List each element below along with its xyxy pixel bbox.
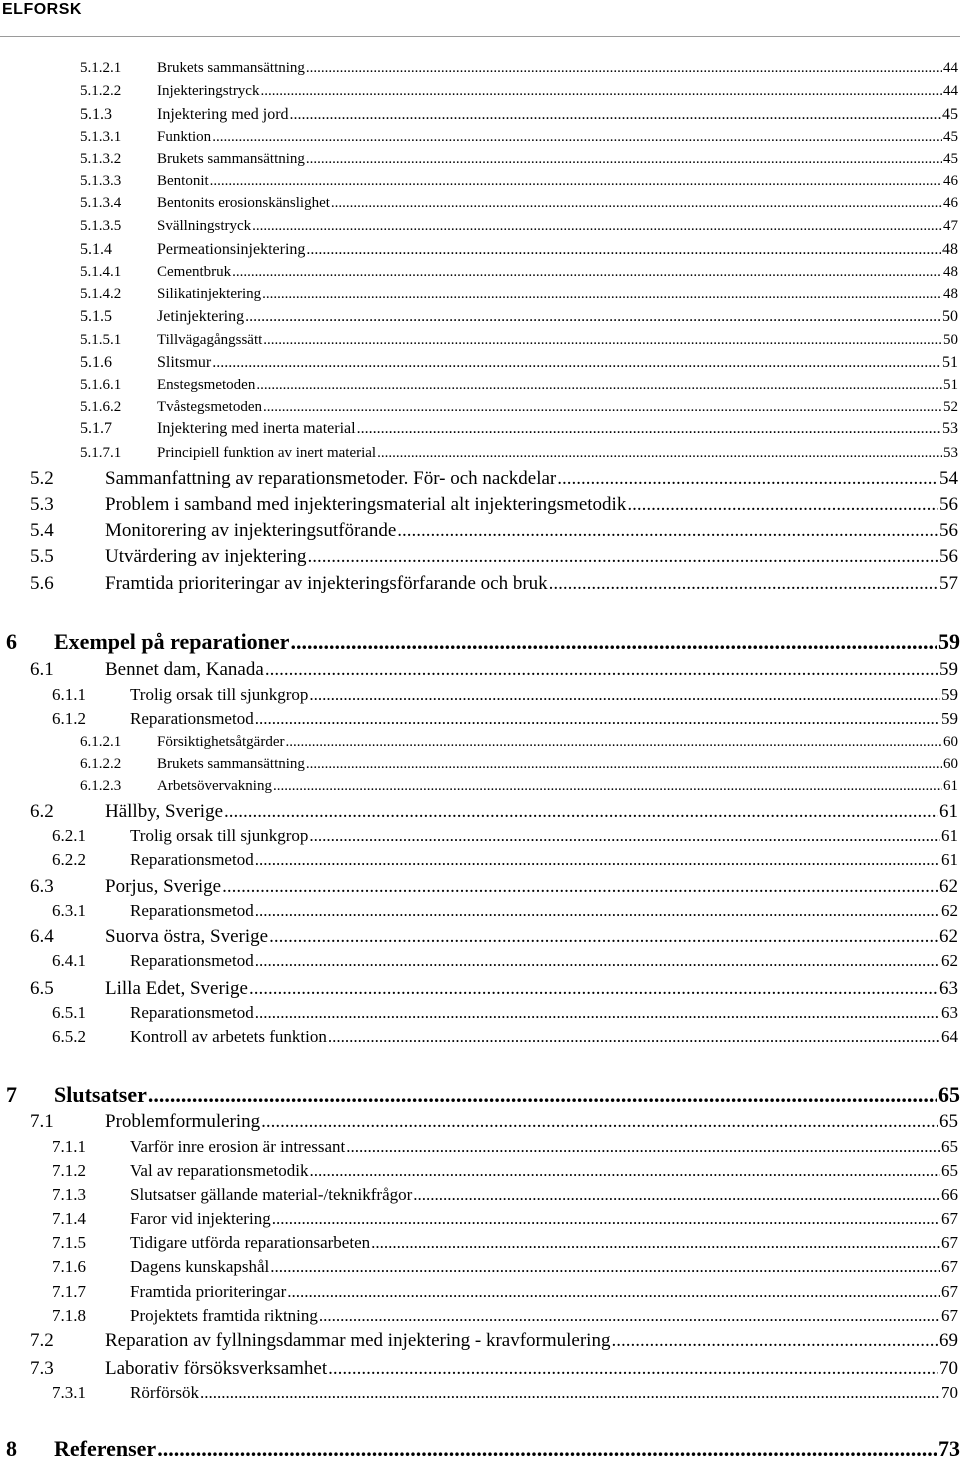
- toc-entry-number: 7.3: [30, 1358, 54, 1379]
- toc-entry[interactable]: [80, 377, 958, 394]
- dot-leader: [287, 1282, 940, 1302]
- toc-entry-page: 62: [941, 901, 958, 920]
- toc-entry-page: 50: [942, 308, 958, 325]
- toc-entry-number: 5.1.3.3: [80, 173, 122, 189]
- toc-entry-title: Injektering med jord: [157, 106, 289, 123]
- dot-leader: [371, 1233, 940, 1253]
- toc-entry-number: 7.1.3: [52, 1185, 86, 1204]
- toc-entry-title: Försiktighetsåtgärder: [157, 734, 285, 750]
- dot-leader: [309, 1161, 940, 1181]
- dot-leader: [157, 1436, 937, 1462]
- toc-entry-page: 61: [939, 801, 958, 822]
- toc-entry-title: Enstegsmetoden: [157, 377, 256, 393]
- toc-entry[interactable]: [52, 1161, 958, 1181]
- toc-entry[interactable]: [30, 573, 958, 595]
- toc-entry-number: 5.1.2.1: [80, 60, 122, 76]
- toc-entry-title: Utvärdering av injektering: [105, 546, 307, 567]
- toc-entry-title: Arbetsövervakning: [157, 778, 272, 794]
- toc-entry-page: 67: [941, 1306, 958, 1325]
- toc-entry-number: 6.2.1: [52, 826, 86, 845]
- dot-leader: [308, 546, 938, 568]
- dot-leader: [255, 850, 940, 870]
- toc-entry[interactable]: [80, 308, 958, 326]
- toc-entry[interactable]: [52, 826, 958, 846]
- toc-entry-title: Brukets sammansättning: [157, 151, 305, 167]
- dot-leader: [222, 876, 938, 898]
- toc-entry-page: 62: [939, 876, 958, 897]
- toc-entry[interactable]: [30, 926, 958, 948]
- dot-leader: [290, 106, 941, 124]
- toc-entry-number: 6.2.2: [52, 850, 86, 869]
- toc-entry-number: 8: [6, 1436, 17, 1461]
- toc-entry[interactable]: [6, 1436, 960, 1462]
- toc-entry[interactable]: [80, 332, 958, 349]
- dot-leader: [611, 1330, 938, 1352]
- toc-entry-title: Brukets sammansättning: [157, 60, 305, 76]
- toc-entry-page: 54: [939, 468, 958, 489]
- dot-leader: [269, 926, 938, 948]
- toc-entry[interactable]: [30, 1358, 958, 1380]
- dot-leader: [319, 1306, 940, 1326]
- toc-entry-title: Rörförsök: [130, 1383, 199, 1402]
- toc-entry[interactable]: [52, 709, 958, 729]
- toc-entry-page: 67: [941, 1282, 958, 1301]
- toc-entry[interactable]: [30, 876, 958, 898]
- toc-entry-number: 5.3: [30, 494, 54, 515]
- toc-entry-page: 45: [943, 129, 958, 145]
- toc-entry-title: Bentonit: [157, 173, 209, 189]
- toc-entry-page: 52: [943, 399, 958, 415]
- toc-entry-number: 7.1.7: [52, 1282, 86, 1301]
- toc-entry[interactable]: [80, 106, 958, 124]
- dot-leader: [255, 951, 940, 971]
- toc-entry-number: 7.1.8: [52, 1306, 86, 1325]
- toc-entry-page: 51: [943, 377, 958, 393]
- toc-entry-title: Funktion: [157, 129, 212, 145]
- toc-entry-number: 6.3.1: [52, 901, 86, 920]
- dot-leader: [377, 445, 942, 462]
- toc-entry-page: 61: [941, 826, 958, 845]
- toc-entry[interactable]: [80, 60, 958, 77]
- toc-entry[interactable]: [52, 1233, 958, 1253]
- toc-entry-page: 61: [941, 850, 958, 869]
- dot-leader: [255, 1003, 940, 1023]
- dot-leader: [306, 756, 942, 773]
- toc-entry-page: 46: [943, 195, 958, 211]
- dot-leader: [290, 629, 937, 655]
- toc-entry-title: Injektering med inerta material: [157, 420, 356, 437]
- toc-entry-page: 48: [943, 264, 958, 280]
- toc-entry-title: Tidigare utförda reparationsarbeten: [130, 1233, 371, 1252]
- dot-leader: [265, 659, 938, 681]
- dot-leader: [224, 801, 938, 823]
- toc-entry[interactable]: [30, 1111, 958, 1133]
- toc-entry-title: Exempel på reparationer: [54, 629, 290, 654]
- dot-leader: [260, 83, 942, 100]
- toc-entry[interactable]: [80, 399, 958, 416]
- toc-entry-page: 62: [941, 951, 958, 970]
- toc-entry-title: Permeationsinjektering: [157, 241, 306, 258]
- toc-entry-number: 5.1.7: [80, 420, 112, 437]
- toc-entry[interactable]: [6, 1082, 960, 1108]
- toc-entry[interactable]: [80, 778, 958, 795]
- toc-entry-page: 62: [939, 926, 958, 947]
- toc-entry-number: 6.5: [30, 978, 54, 999]
- toc-entry-page: 67: [941, 1233, 958, 1252]
- toc-entry-number: 7.3.1: [52, 1383, 86, 1402]
- dot-leader: [249, 978, 938, 1000]
- toc-entry-page: 56: [939, 494, 958, 515]
- toc-entry-title: Bennet dam, Kanada: [105, 659, 264, 680]
- toc-entry[interactable]: [52, 901, 958, 921]
- toc-entry-title: Reparationsmetod: [130, 709, 254, 728]
- toc-entry[interactable]: [80, 286, 958, 303]
- toc-entry-number: 7.1.1: [52, 1137, 86, 1156]
- toc-entry-title: Svällningstryck: [157, 218, 252, 234]
- toc-entry-page: 56: [939, 546, 958, 567]
- dot-leader: [252, 218, 942, 235]
- toc-entry-title: Sammanfattning av reparationsmetoder. För- och nackdelar: [105, 468, 557, 489]
- toc-entry-page: 44: [943, 83, 958, 99]
- toc-entry-number: 6.5.2: [52, 1027, 86, 1046]
- toc-entry[interactable]: [80, 734, 958, 751]
- toc-entry-number: 6: [6, 629, 17, 654]
- dot-leader: [549, 573, 938, 595]
- toc-entry-number: 7.1.4: [52, 1209, 86, 1228]
- toc-entry-number: 7.2: [30, 1330, 54, 1351]
- dot-leader: [245, 308, 941, 326]
- toc-entry-number: 5.1.6.1: [80, 377, 122, 393]
- dot-leader: [557, 468, 938, 490]
- toc-entry[interactable]: [80, 756, 958, 773]
- toc-entry-title: Monitorering av injekteringsutförande: [105, 520, 397, 541]
- toc-entry[interactable]: [80, 445, 958, 462]
- dot-leader: [306, 60, 942, 77]
- toc-entry-page: 70: [941, 1383, 958, 1402]
- dot-leader: [262, 286, 942, 303]
- toc-entry-page: 63: [939, 978, 958, 999]
- toc-entry[interactable]: [30, 468, 958, 490]
- toc-entry-page: 46: [943, 173, 958, 189]
- toc-entry-number: 5.1.3.4: [80, 195, 122, 211]
- dot-leader: [397, 520, 938, 542]
- toc-entry-page: 45: [942, 106, 958, 123]
- dot-leader: [212, 129, 942, 146]
- toc-entry-page: 44: [943, 60, 958, 76]
- toc-entry-page: 59: [939, 659, 958, 680]
- toc-entry-title: Reparationsmetod: [130, 850, 254, 869]
- toc-entry-title: Cementbruk: [157, 264, 232, 280]
- toc-entry-title: Jetinjektering: [157, 308, 245, 325]
- toc-entry-number: 6.1.2: [52, 709, 86, 728]
- toc-entry-number: 7.1.2: [52, 1161, 86, 1180]
- toc-entry-title: Framtida prioriteringar av injekteringsförfarande och bruk: [105, 573, 548, 594]
- toc-entry-title: Varför inre erosion är intressant: [130, 1137, 346, 1156]
- toc-entry[interactable]: [80, 129, 958, 146]
- dot-leader: [413, 1185, 940, 1205]
- toc-entry-number: 5.1.3.5: [80, 218, 122, 234]
- toc-entry-title: Trolig orsak till sjunkgrop: [130, 685, 309, 704]
- toc-entry-title: Slitsmur: [157, 354, 212, 371]
- toc-entry-page: 56: [939, 520, 958, 541]
- toc-entry[interactable]: [30, 1330, 958, 1352]
- toc-entry[interactable]: [6, 629, 960, 655]
- toc-entry-page: 63: [941, 1003, 958, 1022]
- toc-entry[interactable]: [80, 218, 958, 235]
- toc-entry-page: 67: [941, 1209, 958, 1228]
- toc-entry-page: 73: [938, 1436, 960, 1461]
- toc-entry-number: 5.2: [30, 468, 54, 489]
- toc-entry[interactable]: [80, 173, 958, 190]
- dot-leader: [272, 1209, 940, 1229]
- dot-leader: [263, 332, 942, 349]
- toc-entry[interactable]: [80, 420, 958, 438]
- toc-entry-page: 60: [943, 734, 958, 750]
- toc-entry-number: 5.1.7.1: [80, 445, 122, 461]
- toc-entry-title: Reparationsmetod: [130, 901, 254, 920]
- toc-entry-title: Injekteringstryck: [157, 83, 260, 99]
- toc-entry-title: Slutsatser gällande material-/teknikfrågor: [130, 1185, 413, 1204]
- toc-entry[interactable]: [52, 850, 958, 870]
- toc-entry[interactable]: [52, 1257, 958, 1277]
- toc-entry-number: 5.1.3.2: [80, 151, 122, 167]
- toc-entry[interactable]: [30, 546, 958, 568]
- toc-entry-page: 65: [941, 1137, 958, 1156]
- toc-entry-page: 47: [943, 218, 958, 234]
- toc-entry-title: Tvåstegsmetoden: [157, 399, 262, 415]
- brand-logo-text: ELFORSK: [2, 1, 82, 18]
- toc-entry-number: 5.1.4: [80, 241, 112, 258]
- toc-entry[interactable]: [52, 685, 958, 705]
- toc-entry-number: 6.4.1: [52, 951, 86, 970]
- toc-entry[interactable]: [52, 1282, 958, 1302]
- toc-entry-title: Reparationsmetod: [130, 1003, 254, 1022]
- toc-entry-number: 5.1.5: [80, 308, 112, 325]
- toc-entry-title: Framtida prioriteringar: [130, 1282, 287, 1301]
- toc-entry-title: Lilla Edet, Sverige: [105, 978, 248, 999]
- toc-entry-page: 61: [943, 778, 958, 794]
- toc-entry-number: 7.1.6: [52, 1257, 86, 1276]
- toc-entry-title: Projektets framtida riktning: [130, 1306, 318, 1325]
- toc-entry-page: 60: [943, 756, 958, 772]
- dot-leader: [232, 264, 942, 281]
- dot-leader: [627, 494, 938, 516]
- toc-entry-title: Hällby, Sverige: [105, 801, 224, 822]
- toc-entry-page: 50: [943, 332, 958, 348]
- toc-entry[interactable]: [52, 1027, 958, 1047]
- toc-entry-number: 5.4: [30, 520, 54, 541]
- toc-entry-page: 67: [941, 1257, 958, 1276]
- toc-entry-number: 6.3: [30, 876, 54, 897]
- toc-entry-number: 5.1.3.1: [80, 129, 122, 145]
- toc-entry-number: 6.5.1: [52, 1003, 86, 1022]
- toc-entry-page: 51: [942, 354, 958, 371]
- toc-entry-title: Porjus, Sverige: [105, 876, 222, 897]
- toc-entry[interactable]: [80, 354, 958, 372]
- toc-entry-number: 6.1.2.3: [80, 778, 122, 794]
- toc-entry-number: 5.5: [30, 546, 54, 567]
- toc-entry-title: Val av reparationsmetodik: [130, 1161, 309, 1180]
- toc-entry-number: 5.1.6.2: [80, 399, 122, 415]
- dot-leader: [331, 195, 942, 212]
- toc-entry-number: 5.1.4.2: [80, 286, 122, 302]
- dot-leader: [346, 1137, 940, 1157]
- toc-entry-number: 6.1.2.1: [80, 734, 122, 750]
- dot-leader: [210, 173, 942, 190]
- toc-entry[interactable]: [80, 264, 958, 281]
- dot-leader: [309, 685, 940, 705]
- toc-entry-number: 6.4: [30, 926, 54, 947]
- dot-leader: [200, 1383, 940, 1403]
- toc-entry-number: 5.1.4.1: [80, 264, 122, 280]
- toc-entry-page: 48: [942, 241, 958, 258]
- toc-entry-page: 45: [943, 151, 958, 167]
- toc-entry-number: 5.1.3: [80, 106, 112, 123]
- toc-entry[interactable]: [80, 151, 958, 168]
- toc-entry-title: Brukets sammansättning: [157, 756, 305, 772]
- toc-entry-title: Problemformulering: [105, 1111, 261, 1132]
- toc-entry-title: Trolig orsak till sjunkgrop: [130, 826, 309, 845]
- toc-entry[interactable]: [30, 801, 958, 823]
- toc-entry-title: Bentonits erosionskänslighet: [157, 195, 330, 211]
- toc-entry-number: 6.1.2.2: [80, 756, 122, 772]
- toc-entry-title: Principiell funktion av inert material: [157, 445, 377, 461]
- toc-entry-title: Suorva östra, Sverige: [105, 926, 269, 947]
- toc-entry-number: 5.6: [30, 573, 54, 594]
- toc-entry-page: 64: [941, 1027, 958, 1046]
- toc-entry-title: Faror vid injektering: [130, 1209, 271, 1228]
- dot-leader: [148, 1082, 937, 1108]
- toc-entry-page: 59: [941, 685, 958, 704]
- toc-entry-title: Dagens kunskapshål: [130, 1257, 270, 1276]
- dot-leader: [309, 826, 940, 846]
- toc-entry[interactable]: [80, 241, 958, 259]
- dot-leader: [357, 420, 941, 438]
- toc-entry-number: 6.1.1: [52, 685, 86, 704]
- toc-entry[interactable]: [52, 1383, 958, 1403]
- toc-entry-number: 6.2: [30, 801, 54, 822]
- dot-leader: [306, 151, 942, 168]
- toc-entry-page: 70: [939, 1358, 958, 1379]
- toc-entry-title: Silikatinjektering: [157, 286, 262, 302]
- dot-leader: [256, 377, 942, 394]
- toc-entry-title: Referenser: [54, 1436, 157, 1461]
- toc-entry[interactable]: [30, 978, 958, 1000]
- toc-entry-page: 65: [938, 1082, 960, 1107]
- dot-leader: [306, 241, 941, 259]
- dot-leader: [285, 734, 942, 751]
- toc-entry-page: 65: [941, 1161, 958, 1180]
- toc-entry[interactable]: [52, 1209, 958, 1229]
- toc-entry-title: Tillvägagångssätt: [157, 332, 263, 348]
- toc-entry[interactable]: [30, 659, 958, 681]
- toc-entry-page: 48: [943, 286, 958, 302]
- toc-entry-page: 66: [941, 1185, 958, 1204]
- toc-entry[interactable]: [52, 1306, 958, 1326]
- toc-entry[interactable]: [80, 83, 958, 100]
- toc-entry-number: 7: [6, 1082, 17, 1107]
- dot-leader: [328, 1027, 940, 1047]
- dot-leader: [212, 354, 941, 372]
- toc-entry-number: 5.1.5.1: [80, 332, 122, 348]
- toc-entry-number: 5.1.2.2: [80, 83, 122, 99]
- toc-entry[interactable]: [52, 1003, 958, 1023]
- toc-entry-title: Problem i samband med injekteringsmaterial alt injekteringsmetodik: [105, 494, 627, 515]
- toc-entry[interactable]: [80, 195, 958, 212]
- toc-entry[interactable]: [30, 494, 958, 516]
- toc-entry-page: 53: [942, 420, 958, 437]
- dot-leader: [270, 1257, 940, 1277]
- toc-entry-page: 65: [939, 1111, 958, 1132]
- toc-entry-number: 7.1: [30, 1111, 54, 1132]
- toc-entry-page: 69: [939, 1330, 958, 1351]
- dot-leader: [273, 778, 942, 795]
- toc-entry-title: Laborativ försöksverksamhet: [105, 1358, 328, 1379]
- dot-leader: [328, 1358, 938, 1380]
- toc-entry-number: 6.1: [30, 659, 54, 680]
- toc-entry[interactable]: [52, 951, 958, 971]
- dot-leader: [261, 1111, 938, 1133]
- toc-entry-page: 59: [938, 629, 960, 654]
- toc-entry-title: Reparationsmetod: [130, 951, 254, 970]
- toc-entry-page: 57: [939, 573, 958, 594]
- toc-entry[interactable]: [30, 520, 958, 542]
- toc-entry[interactable]: [52, 1185, 958, 1205]
- toc-entry-number: 5.1.6: [80, 354, 112, 371]
- toc-entry[interactable]: [52, 1137, 958, 1157]
- toc-entry-title: Reparation av fyllningsdammar med injektering - kravformulering: [105, 1330, 611, 1351]
- dot-leader: [255, 901, 940, 921]
- toc-entry-page: 53: [943, 445, 958, 461]
- toc-entry-title: Slutsatser: [54, 1082, 147, 1107]
- dot-leader: [263, 399, 942, 416]
- dot-leader: [255, 709, 940, 729]
- toc-entry-page: 59: [941, 709, 958, 728]
- toc-entry-number: 7.1.5: [52, 1233, 86, 1252]
- toc-entry-title: Kontroll av arbetets funktion: [130, 1027, 327, 1046]
